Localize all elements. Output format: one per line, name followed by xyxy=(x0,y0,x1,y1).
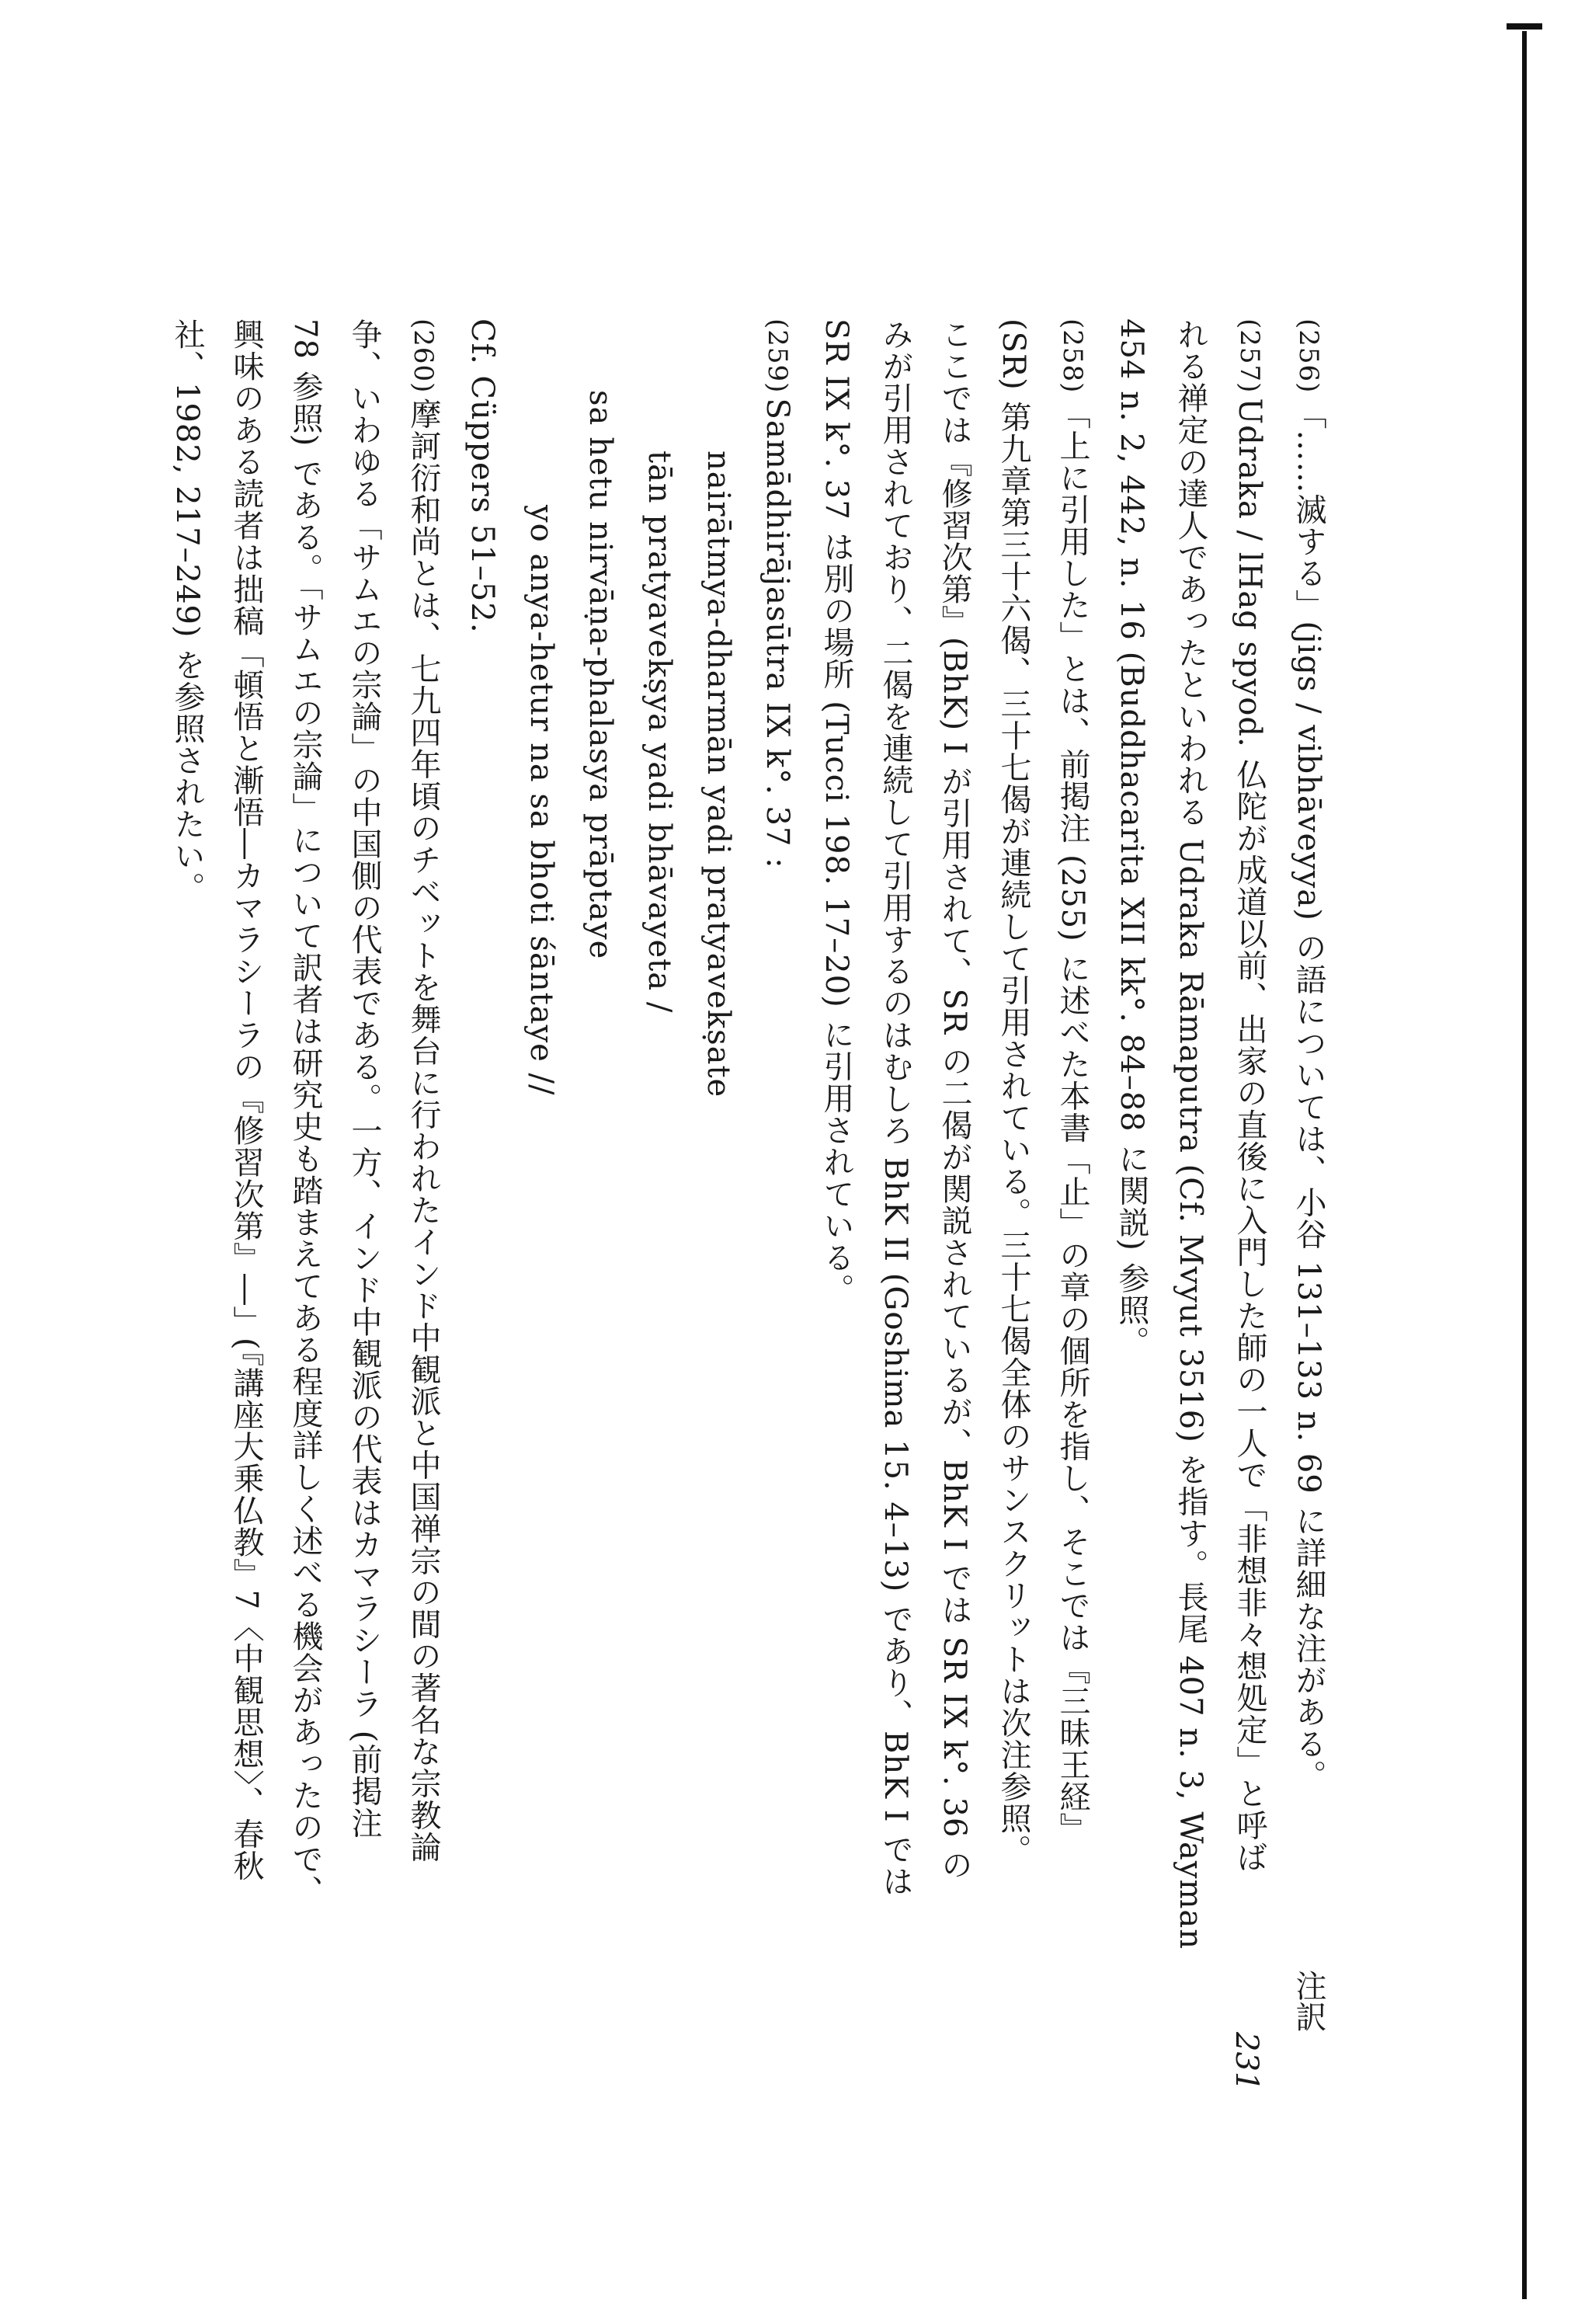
note-number: (256) xyxy=(1293,318,1324,394)
running-head-char-2: 訳 xyxy=(1291,2000,1326,2032)
running-head xyxy=(1217,1970,1338,2091)
note-260-line-3: 78 参照) である。「サムエの宗論」について訳者は研究史も踏まえてある程度詳しく述べる機会があったので、 xyxy=(287,318,323,1907)
note-258-line-1: (258)「上に引用した」とは、前掲注 (255) に述べた本書「止」の章の個所を指し、そこでは『三昧王経』 xyxy=(1043,318,1102,2043)
running-head-char-1: 注 xyxy=(1291,1969,1326,2001)
page-edge-rule xyxy=(1522,31,1527,2299)
note-260-line-5: 社、1982, 217–249) を参照されたい。 xyxy=(169,318,205,904)
note-258-line-4: みが引用されており、二偈を連続して引用するのはむしろ BhK II (Goshima 15. 4–13) であり、BhK I では xyxy=(878,318,913,1898)
note-257-line-1: (257)Udraka / lHag spyod. 仏陀が成道以前、出家の直後に入門した師の一人で「非想非々想処定」と呼ば xyxy=(1220,318,1279,2043)
note-259-line-1: (259)Samādhirājasūtra IX k°. 37 : xyxy=(748,318,807,2043)
note-258-line-2: (SR) 第九章第三十六偈、三十七偈が連続して引用されている。三十七偈全体のサンスクリットは次注参照。 xyxy=(996,318,1031,1867)
note-260-line-4: 興味のある読者は拙稿「頓悟と漸悟―カマラシーラの『修習次第』―」(『講座大乗仏教』7〈中観思想〉、春秋 xyxy=(228,318,264,1882)
note-257-line-2: れる禅定の達人であったといわれる Udraka Rāmaputra (Cf. Mvyut 3516) を指す。長尾 407 n. 3, Wayman xyxy=(1173,318,1208,1950)
note-260-line-2: 争、いわゆる「サムエの宗論」の中国側の代表である。一方、インド中観派の代表はカマラシーラ (前掲注 xyxy=(346,318,382,1839)
note-number: (260) xyxy=(408,318,439,394)
verse-line-1: nairātmya-dharmān yadi pratyavekṣate xyxy=(700,451,736,1098)
cf-reference: Cf. Cüppers 51–52. xyxy=(464,318,500,634)
verse-line-2: tān pratyavekṣya yadi bhāvayeta / xyxy=(641,451,677,1014)
page-number: 231 xyxy=(1229,2031,1264,2091)
note-258-line-3: ここでは『修習次第』(BhK) I が引用されて、SR の二偈が関説されているが、BhK I では SR IX k°. 36 の xyxy=(937,318,972,1881)
verse-line-3: sa hetu nirvāṇa-phalasya prāptaye xyxy=(582,390,618,960)
endnotes-text xyxy=(158,318,1338,2043)
note-number: (258) xyxy=(1057,318,1088,394)
note-number: (259) xyxy=(762,318,793,394)
note-257-line-3: 454 n. 2, 442, n. 16 (Buddhacarita XII kk°. 84–88 に関説) 参照。 xyxy=(1114,318,1149,1358)
verse-line-4: yo anya-hetur na sa bhoti śāntaye // xyxy=(523,505,559,1096)
note-258-line-5: SR IX k°. 37 は別の場所 (Tucci 198. 17–20) に引用されている。 xyxy=(819,318,854,1306)
note-260-line-1: (260)摩訶衍和尚とは、七九四年頃のチベットを舞台に行われたインド中観派と中国禅宗の間の著名な宗教論 xyxy=(394,318,453,2043)
note-256-line-1: (256)「……滅する」(jigs / vibhāveyya) の語については、小谷 131–133 n. 69 に詳細な注がある。 xyxy=(1279,318,1338,2043)
page-edge-cap xyxy=(1507,23,1542,30)
note-number: (257) xyxy=(1234,318,1265,394)
